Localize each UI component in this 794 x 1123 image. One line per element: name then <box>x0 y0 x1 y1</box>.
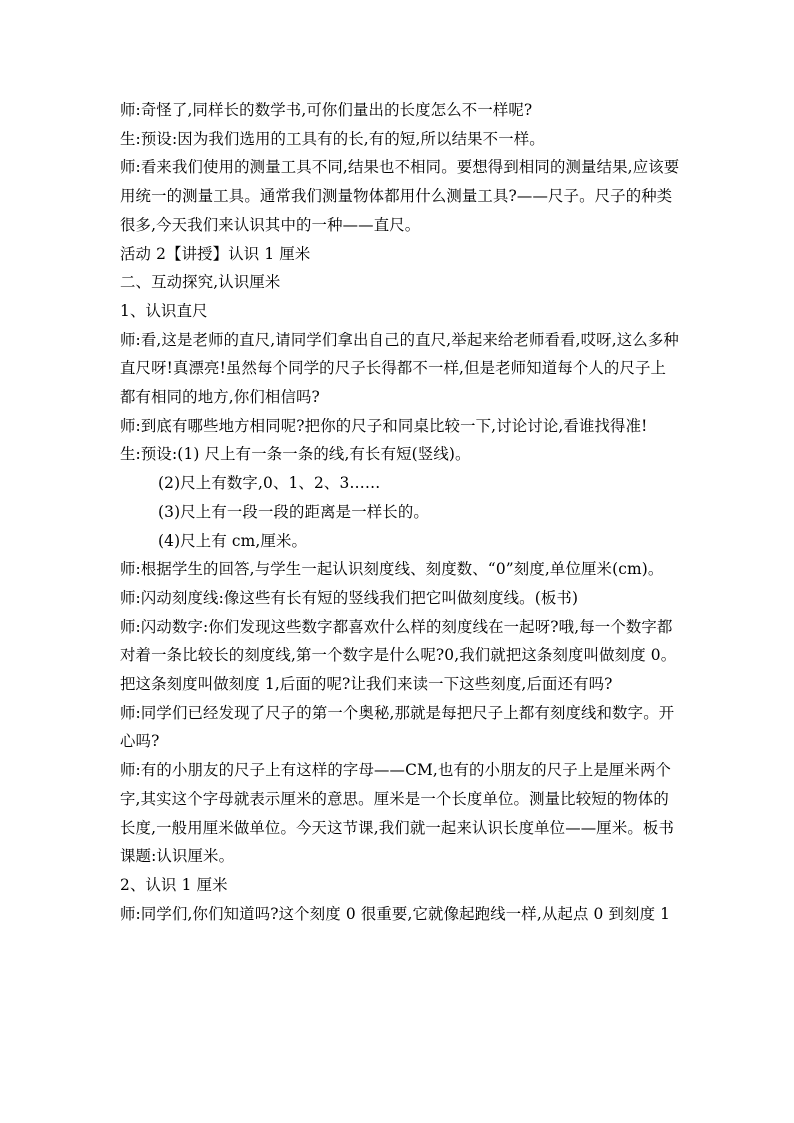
subsection-heading: 1、认识直尺 <box>120 301 208 320</box>
document-body <box>120 96 680 928</box>
paragraph: 师:闪动刻度线:像这些有长有短的竖线我们把它叫做刻度线。(板书) <box>120 588 579 607</box>
paragraph: 师:奇怪了,同样长的数学书,可你们量出的长度怎么不一样呢? <box>120 101 533 119</box>
paragraph: 师:看,这是老师的直尺,请同学们拿出自己的直尺,举起来给老师看看,哎呀,这么多种直尺呀!真漂亮!虽然每个同学的尺子长得都不一样,但是老师知道每个人的尺子上都有相同的地方,你们相信吗? <box>120 330 679 407</box>
section-heading: 二、互动探究,认识厘米 <box>120 273 281 292</box>
paragraph: 师:同学们已经发现了尺子的第一个奥秘,那就是每把尺子上都有刻度线和数字。开心吗? <box>120 703 675 751</box>
list-item: (3)尺上有一段一段的距离是一样长的。 <box>158 502 429 521</box>
paragraph: 师:根据学生的回答,与学生一起认识刻度线、刻度数、“0”刻度,单位厘米(cm)。 <box>120 560 664 579</box>
paragraph: 师:到底有哪些地方相同呢?把你的尺子和同桌比较一下,讨论讨论,看谁找得准! <box>120 416 648 435</box>
list-item: (2)尺上有数字,0、1、2、3…… <box>158 474 381 493</box>
paragraph: 师:同学们,你们知道吗?这个刻度 0 很重要,它就像起跑线一样,从起点 0 到刻度 1 <box>120 904 671 923</box>
paragraph: 生:预设:(1) 尺上有一条一条的线,有长有短(竖线)。 <box>120 445 471 464</box>
section-heading: 活动 2【讲授】认识 1 厘米 <box>120 244 311 263</box>
paragraph: 师:看来我们使用的测量工具不同,结果也不相同。要想得到相同的测量结果,应该要用统一的测量工具。通常我们测量物体都用什么测量工具?——尺子。尺子的种类很多,今天我们来认识其中的一种——直尺。 <box>120 158 680 234</box>
subsection-heading: 2、认识 1 厘米 <box>120 875 228 894</box>
paragraph: 师:有的小朋友的尺子上有这样的字母——CM,也有的小朋友的尺子上是厘米两个字,其实这个字母就表示厘米的意思。厘米是一个长度单位。测量比较短的物体的长度,一般用厘米做单位。今天这节课,我们就一起来认识长度单位——厘米。板书课题:认识厘米。 <box>120 761 675 866</box>
paragraph: 师:闪动数字:你们发现这些数字都喜欢什么样的刻度线在一起呀?哦,每一个数字都对着一条比较长的刻度线,第一个数字是什么呢?0,我们就把这条刻度叫做刻度 0。把这条刻度叫做刻度 1,后面的呢?让我们来读一下这些刻度,后面还有吗? <box>120 617 677 694</box>
paragraph: 生:预设:因为我们选用的工具有的长,有的短,所以结果不一样。 <box>120 129 545 148</box>
list-item: (4)尺上有 cm,厘米。 <box>158 531 308 550</box>
